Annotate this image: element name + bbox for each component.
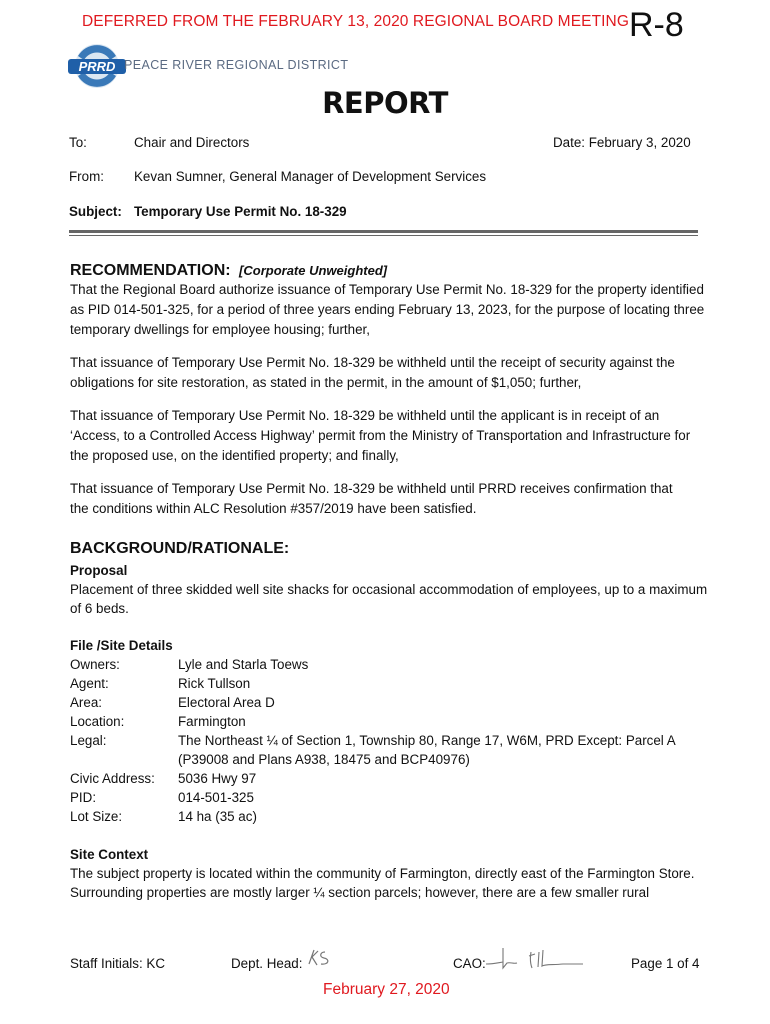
rec-p4-l2: the conditions within ALC Resolution #357/2019 have been satisfied.	[70, 501, 477, 516]
header-divider-thin	[69, 235, 698, 236]
detail-label: Civic Address:	[70, 771, 155, 786]
to-value: Chair and Directors	[134, 135, 250, 150]
rec-p2-l1: That issuance of Temporary Use Permit No. 18-329 be withheld until the receipt of security against the	[70, 355, 675, 370]
dept-head-signature	[305, 946, 339, 970]
detail-value: The Northeast ¼ of Section 1, Township 80, Range 17, W6M, PRD Except: Parcel A	[178, 733, 676, 748]
detail-label: Legal:	[70, 733, 107, 748]
proposal-line-1: Placement of three skidded well site shacks for occasional accommodation of employees, up to a maximum	[70, 582, 708, 597]
rec-p2-l2: obligations for site restoration, as stated in the permit, in the amount of $1,050; further,	[70, 375, 582, 390]
organization-name: PEACE RIVER REGIONAL DISTRICT	[124, 58, 349, 72]
rec-p1-l1: That the Regional Board authorize issuance of Temporary Use Permit No. 18-329 for the property identified	[70, 282, 704, 297]
report-date: Date: February 3, 2020	[553, 135, 691, 150]
subject-value: Temporary Use Permit No. 18-329	[134, 204, 347, 219]
detail-label: Location:	[70, 714, 125, 729]
detail-value: Rick Tullson	[178, 676, 251, 691]
header-divider	[69, 230, 698, 233]
site-context-heading: Site Context	[70, 847, 149, 862]
page-number: Page 1 of 4	[631, 956, 700, 971]
detail-label: Agent:	[70, 676, 109, 691]
recommendation-qualifier: [Corporate Unweighted]	[239, 263, 388, 278]
received-date-stamp: February 27, 2020	[323, 981, 450, 998]
detail-value: 14 ha (35 ac)	[178, 809, 257, 824]
site-context-line-2: Surrounding properties are mostly larger ¼ section parcels; however, there are a few smaller rural	[70, 885, 650, 900]
detail-label: Lot Size:	[70, 809, 123, 824]
proposal-line-2: of 6 beds.	[70, 601, 129, 616]
cao-signature	[483, 944, 587, 974]
rec-p3-l1: That issuance of Temporary Use Permit No. 18-329 be withheld until the applicant is in receipt of an	[70, 408, 660, 423]
detail-label: Area:	[70, 695, 103, 710]
rec-p1-l2: as PID 014-501-325, for a period of three years ending February 13, 2023, for the purpose of locating three	[70, 302, 705, 317]
recommendation-heading: RECOMMENDATION:	[70, 262, 231, 279]
report-title: REPORT	[322, 86, 448, 120]
background-heading: BACKGROUND/RATIONALE:	[70, 540, 290, 557]
rec-p3-l3: the proposed use, on the identified property; and finally,	[70, 448, 399, 463]
detail-value: 5036 Hwy 97	[178, 771, 257, 786]
item-number: R-8	[629, 6, 684, 44]
detail-value: (P39008 and Plans A938, 18475 and BCP40976)	[178, 752, 470, 767]
rec-p1-l3: temporary dwellings for employee housing; further,	[70, 322, 370, 337]
detail-value: Farmington	[178, 714, 246, 729]
dept-head-label: Dept. Head:	[231, 956, 303, 971]
from-label: From:	[69, 169, 104, 184]
rec-p4-l1: That issuance of Temporary Use Permit No. 18-329 be withheld until PRRD receives confirmation that	[70, 481, 673, 496]
proposal-heading: Proposal	[70, 563, 128, 578]
from-value: Kevan Sumner, General Manager of Development Services	[134, 169, 487, 184]
cao-label: CAO:	[453, 956, 486, 971]
detail-label: Owners:	[70, 657, 120, 672]
deferred-stamp: DEFERRED FROM THE FEBRUARY 13, 2020 REGIONAL BOARD MEETING	[82, 13, 629, 30]
subject-label: Subject:	[69, 204, 122, 219]
recommendation-heading-row	[70, 262, 387, 280]
logo-text: PRRD	[78, 59, 116, 74]
site-context-line-1: The subject property is located within the community of Farmington, directly east of the Farmington Store.	[70, 866, 695, 881]
detail-label: PID:	[70, 790, 97, 805]
to-label: To:	[69, 135, 87, 150]
prrd-logo	[66, 42, 128, 90]
rec-p3-l2: ‘Access, to a Controlled Access Highway’ permit from the Ministry of Transportation and Infrastructure for	[70, 428, 691, 443]
detail-value: Electoral Area D	[178, 695, 275, 710]
details-heading: File /Site Details	[70, 638, 173, 653]
detail-value: 014-501-325	[178, 790, 254, 805]
staff-initials: Staff Initials: KC	[70, 956, 166, 971]
detail-value: Lyle and Starla Toews	[178, 657, 309, 672]
